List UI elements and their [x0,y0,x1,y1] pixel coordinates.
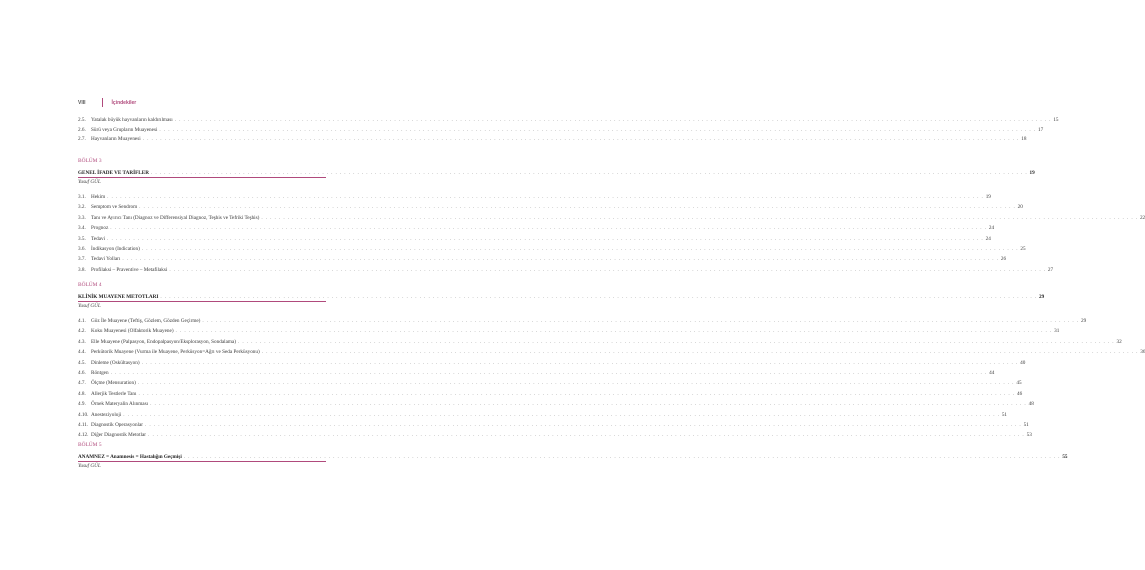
toc-entry[interactable] [78,379,1022,387]
toc-entry-page: 22 [1139,214,1145,221]
toc-entry[interactable] [78,421,1029,428]
dot-leader: . . . . . . . . . . . . . . . . . . . . . . . . . . . . . . . . . . . . . . . . . . . . . . . . . . . . . . . . . . . . . . . . . . . . . . . . . . . . . . . . . . . . . . . . . . . . . . . . . . . . . . . . . . . . . . . . . . . . . . . . . . . . . . . . . . . . . . . . . . . . . . . . . . . . . . . . . . . . . . . . . . . . . . . . . . . . . . . . . . . . . . . . . . . . . . . . . . . . . . . . [110,370,988,376]
toc-entry-number: 2.5. [78,117,86,123]
chapter-rule [78,301,326,302]
toc-entry-page: 40 [1020,359,1026,366]
toc-entry[interactable] [78,116,1059,123]
toc-entry-number: 4.6. [78,370,86,376]
dot-leader: . . . . . . . . . . . . . . . . . . . . . . . . . . . . . . . . . . . . . . . . . . . . . . . . . . . . . . . . . . . . . . . . . . . . . . . . . . . . . . . . . . . . . . . . . . . . . . . . . . . . . . . . . . . . . . . . . . . . . . . . . . . . . . . . . . . . . . . . . . . . . . . . . . . . . . . . . . . . . . . . . . . . . . . . . . . . . . . . . . . . . . . . . . . . . . . . . . . . . . . . [150,170,1028,176]
toc-entry-number: 4.7. [78,380,86,387]
toc-entry-text: Sürü veya Grupların Muayenesi [91,126,158,133]
chapter-title: ANAMNEZ = Anamnesis = Hastalığın Geçmişi [78,454,182,460]
toc-entry-page: 32 [1116,338,1122,345]
toc-entry-number: 3.4. [78,225,86,232]
toc-entry-text: Perkütorik Muayene (Vurma ile Muayene, Perküsyon=Ağrı ve Seda Perküsyonu) [91,349,260,356]
toc-entry-text: Allerjik Testlerle Tanı [91,390,137,397]
chapter-title-page: 55 [1062,454,1068,460]
toc-entry[interactable] [78,235,991,242]
toc-entry-page: 24 [988,225,995,232]
toc-entry-number: 3.2. [78,204,86,211]
toc-entry-text: Röntgen [91,370,109,376]
toc-entry-page: 29 [1080,318,1087,324]
toc-entry-number: 4.2. [78,328,86,335]
toc-entry-text: Koku Muayenesi (Olfaktorik Muayene) [91,328,174,335]
dot-leader: . . . . . . . . . . . . . . . . . . . . . . . . . . . . . . . . . . . . . . . . . . . . . . . . . . . . . . . . . . . . . . . . . . . . . . . . . . . . . . . . . . . . . . . . . . . . . . . . . . . . . . . . . . . . . . . . . . . . . . . . . . . . . . . . . . . . . . . . . . . . . . . . . . . . . . . . . . . . . . . . . . . . . . . . . . . . . . . . . . . . . . . . . . . . . . . . . . . . . . . . [139,204,1016,211]
toc-entry[interactable] [78,245,1026,252]
toc-entry-text: Diğer Diagnostik Metotlar [91,432,147,439]
toc-entry-page: 53 [1026,432,1032,439]
toc-entry-number: 2.6. [78,126,86,133]
dot-leader: . . . . . . . . . . . . . . . . . . . . . . . . . . . . . . . . . . . . . . . . . . . . . . . . . . . . . . . . . . . . . . . . . . . . . . . . . . . . . . . . . . . . . . . . . . . . . . . . . . . . . . . . . . . . . . . . . . . . . . . . . . . . . . . . . . . . . . . . . . . . . . . . . . . . . . . . . . . . . . . . . . . . . . . . . . . . . . . . . . . . . . . . . . . . . . . . . . . . . . . . [123,411,1000,418]
toc-entry-text: Göz İle Muayene (Teftiş, Gözlem, Gözden Geçirme) [91,318,201,324]
toc-entry-number: 4.5. [78,359,86,366]
dot-leader: . . . . . . . . . . . . . . . . . . . . . . . . . . . . . . . . . . . . . . . . . . . . . . . . . . . . . . . . . . . . . . . . . . . . . . . . . . . . . . . . . . . . . . . . . . . . . . . . . . . . . . . . . . . . . . . . . . . . . . . . . . . . . . . . . . . . . . . . . . . . . . . . . . . . . . . . . . . . . . . . . . . . . . . . . . . . . . . . . . . . . . . . . . . . . . . . . . . . . . . . [107,194,984,200]
toc-entry-page: 20 [1017,204,1023,211]
dot-leader: . . . . . . . . . . . . . . . . . . . . . . . . . . . . . . . . . . . . . . . . . . . . . . . . . . . . . . . . . . . . . . . . . . . . . . . . . . . . . . . . . . . . . . . . . . . . . . . . . . . . . . . . . . . . . . . . . . . . . . . . . . . . . . . . . . . . . . . . . . . . . . . . . . . . . . . . . . . . . . . . . . . . . . . . . . . . . . . . . . . . . . . . . . . . . . . . . . . . . . . . [175,328,1053,335]
toc-entry[interactable] [78,224,995,232]
toc-entry-number: 4.3. [78,338,86,345]
toc-entry-text: Elle Muayene (Palpasyon, Endopalpasyon/Eksplorasyon, Sondalama) [91,338,236,345]
dot-leader: . . . . . . . . . . . . . . . . . . . . . . . . . . . . . . . . . . . . . . . . . . . . . . . . . . . . . . . . . . . . . . . . . . . . . . . . . . . . . . . . . . . . . . . . . . . . . . . . . . . . . . . . . . . . . . . . . . . . . . . . . . . . . . . . . . . . . . . . . . . . . . . . . . . . . . . . . . . . . . . . . . . . . . . . . . . . . . . . . . . . . . . . . . . . . . . . . . . . . . . . [148,432,1025,439]
toc-entry-page: 48 [1028,401,1034,408]
toc-entry-page: 27 [1047,266,1054,273]
toc-entry[interactable] [78,359,1026,366]
chapter-title-entry[interactable] [78,453,1068,460]
toc-entry[interactable] [78,327,1060,335]
dot-leader: . . . . . . . . . . . . . . . . . . . . . . . . . . . . . . . . . . . . . . . . . . . . . . . . . . . . . . . . . . . . . . . . . . . . . . . . . . . . . . . . . . . . . . . . . . . . . . . . . . . . . . . . . . . . . . . . . . . . . . . . . . . . . . . . . . . . . . . . . . . . . . . . . . . . . . . . . . . . . . . . . . . . . . . . . . . . . . . . . . . . . . . . . . . . . . . . . . . . . . . . [159,126,1036,133]
toc-entry-page: 36 [1140,349,1145,356]
dot-leader: . . . . . . . . . . . . . . . . . . . . . . . . . . . . . . . . . . . . . . . . . . . . . . . . . . . . . . . . . . . . . . . . . . . . . . . . . . . . . . . . . . . . . . . . . . . . . . . . . . . . . . . . . . . . . . . . . . . . . . . . . . . . . . . . . . . . . . . . . . . . . . . . . . . . . . . . . . . . . . . . . . . . . . . . . . . . . . . . . . . . . . . . . . . . . . . . . . . . . . . . [169,266,1046,273]
toc-entry-page: 46 [1017,390,1023,397]
toc-entry[interactable] [78,193,991,200]
toc-entry-text: Hekim [91,194,106,200]
toc-entry-number: 3.7. [78,256,86,263]
toc-entry[interactable] [78,266,1054,273]
toc-entry-text: Anesteziyoloji [91,411,122,418]
toc-entry[interactable] [78,135,1027,142]
toc-entry-number: 4.1. [78,318,86,324]
toc-entry-number: 3.6. [78,246,86,252]
toc-entry[interactable] [78,338,1122,345]
header-divider [102,98,103,107]
toc-entry-page: 44 [989,370,995,376]
toc-entry[interactable] [78,390,1023,397]
toc-entry-text: Yatalak büyük hayvanların kaldırılması [91,117,173,123]
toc-entry-page: 31 [1054,328,1060,335]
toc-entry[interactable] [78,203,1023,211]
toc-entry-page: 51 [1023,422,1029,428]
dot-leader: . . . . . . . . . . . . . . . . . . . . . . . . . . . . . . . . . . . . . . . . . . . . . . . . . . . . . . . . . . . . . . . . . . . . . . . . . . . . . . . . . . . . . . . . . . . . . . . . . . . . . . . . . . . . . . . . . . . . . . . . . . . . . . . . . . . . . . . . . . . . . . . . . . . . . . . . . . . . . . . . . . . . . . . . . . . . . . . . . . . . . . . . . . . . . . . . . . . . . . . . [142,136,1020,142]
chapter-label: BÖLÜM 3 [78,158,102,164]
toc-entry-text: Semptom ve Sendrom [91,204,138,211]
chapter-title-page: 29 [1038,294,1045,300]
toc-entry-number: 4.4. [78,349,86,356]
toc-entry-page: 19 [985,194,991,200]
running-header [78,98,136,107]
chapter-author: Yusuf GÜL [78,303,101,309]
dot-leader: . . . . . . . . . . . . . . . . . . . . . . . . . . . . . . . . . . . . . . . . . . . . . . . . . . . . . . . . . . . . . . . . . . . . . . . . . . . . . . . . . . . . . . . . . . . . . . . . . . . . . . . . . . . . . . . . . . . . . . . . . . . . . . . . . . . . . . . . . . . . . . . . . . . . . . . . . . . . . . . . . . . . . . . . . . . . . . . . . . . . . . . . . . . . . . . . . . . . . . . . [141,246,1019,252]
toc-entry-text: Prognoz [91,225,109,232]
chapter-title-entry[interactable] [78,169,1035,176]
dot-leader: . . . . . . . . . . . . . . . . . . . . . . . . . . . . . . . . . . . . . . . . . . . . . . . . . . . . . . . . . . . . . . . . . . . . . . . . . . . . . . . . . . . . . . . . . . . . . . . . . . . . . . . . . . . . . . . . . . . . . . . . . . . . . . . . . . . . . . . . . . . . . . . . . . . . . . . . . . . . . . . . . . . . . . . . . . . . . . . . . . . . . . . . . . . . . . . . . . . . . . . . [237,338,1115,345]
dot-leader: . . . . . . . . . . . . . . . . . . . . . . . . . . . . . . . . . . . . . . . . . . . . . . . . . . . . . . . . . . . . . . . . . . . . . . . . . . . . . . . . . . . . . . . . . . . . . . . . . . . . . . . . . . . . . . . . . . . . . . . . . . . . . . . . . . . . . . . . . . . . . . . . . . . . . . . . . . . . . . . . . . . . . . . . . . . . . . . . . . . . . . . . . . . . . . . . . . . . . . . . [145,422,1022,428]
toc-entry-page: 24 [985,235,991,242]
toc-entry-number: 3.5. [78,235,86,242]
toc-entry[interactable] [78,255,1007,263]
toc-entry-number: 4.12. [78,432,89,439]
chapter-title: KLİNİK MUAYENE METOTLARI [78,294,159,300]
toc-entry-page: 15 [1053,117,1059,123]
toc-entry-number: 4.8. [78,390,86,397]
toc-entry-number: 4.11. [78,422,89,428]
toc-entry-text: İndikasyon (Indication) [91,246,140,252]
toc-entry[interactable] [78,369,995,376]
toc-entry[interactable] [78,348,1145,356]
toc-entry[interactable] [78,411,1008,418]
dot-leader: . . . . . . . . . . . . . . . . . . . . . . . . . . . . . . . . . . . . . . . . . . . . . . . . . . . . . . . . . . . . . . . . . . . . . . . . . . . . . . . . . . . . . . . . . . . . . . . . . . . . . . . . . . . . . . . . . . . . . . . . . . . . . . . . . . . . . . . . . . . . . . . . . . . . . . . . . . . . . . . . . . . . . . . . . . . . . . . . . . . . . . . . . . . . . . . . . . . . . . . . [107,235,984,242]
dot-leader: . . . . . . . . . . . . . . . . . . . . . . . . . . . . . . . . . . . . . . . . . . . . . . . . . . . . . . . . . . . . . . . . . . . . . . . . . . . . . . . . . . . . . . . . . . . . . . . . . . . . . . . . . . . . . . . . . . . . . . . . . . . . . . . . . . . . . . . . . . . . . . . . . . . . . . . . . . . . . . . . . . . . . . . . . . . . . . . . . . . . . . . . . . . . . . . . . . . . . . . . [110,225,987,232]
toc-entry-number: 2.7. [78,136,86,142]
toc-entry-text: Tedavi Yolları [91,256,121,263]
toc-entry-page: 51 [1001,411,1008,418]
chapter-rule [78,177,326,178]
toc-entry-text: Hayvanların Muayenesi [91,136,141,142]
toc-entry-text: Profilaksi – Praventive – Metafilaksi [91,266,168,273]
dot-leader: . . . . . . . . . . . . . . . . . . . . . . . . . . . . . . . . . . . . . . . . . . . . . . . . . . . . . . . . . . . . . . . . . . . . . . . . . . . . . . . . . . . . . . . . . . . . . . . . . . . . . . . . . . . . . . . . . . . . . . . . . . . . . . . . . . . . . . . . . . . . . . . . . . . . . . . . . . . . . . . . . . . . . . . . . . . . . . . . . . . . . . . . . . . . . . . . . . . . . . . . [261,349,1139,356]
dot-leader: . . . . . . . . . . . . . . . . . . . . . . . . . . . . . . . . . . . . . . . . . . . . . . . . . . . . . . . . . . . . . . . . . . . . . . . . . . . . . . . . . . . . . . . . . . . . . . . . . . . . . . . . . . . . . . . . . . . . . . . . . . . . . . . . . . . . . . . . . . . . . . . . . . . . . . . . . . . . . . . . . . . . . . . . . . . . . . . . . . . . . . . . . . . . . . . . . . . . . . . . [183,454,1061,460]
dot-leader: . . . . . . . . . . . . . . . . . . . . . . . . . . . . . . . . . . . . . . . . . . . . . . . . . . . . . . . . . . . . . . . . . . . . . . . . . . . . . . . . . . . . . . . . . . . . . . . . . . . . . . . . . . . . . . . . . . . . . . . . . . . . . . . . . . . . . . . . . . . . . . . . . . . . . . . . . . . . . . . . . . . . . . . . . . . . . . . . . . . . . . . . . . . . . . . . . . . . . . . . [122,256,999,263]
toc-entry-page: 25 [1020,246,1026,252]
toc-entry-page: 17 [1037,126,1044,133]
toc-entry-text: Ölçme (Mensuration) [91,380,136,387]
chapter-author: Yusuf GÜL [78,179,101,185]
toc-entry[interactable] [78,317,1087,324]
toc-entry-number: 3.1. [78,194,86,200]
page-number: VIII [78,99,86,106]
toc-entry-number: 3.8. [78,266,86,273]
toc-entry[interactable] [78,214,1145,221]
toc-entry-text: Örnek Materyalin Alınması [91,401,149,408]
dot-leader: . . . . . . . . . . . . . . . . . . . . . . . . . . . . . . . . . . . . . . . . . . . . . . . . . . . . . . . . . . . . . . . . . . . . . . . . . . . . . . . . . . . . . . . . . . . . . . . . . . . . . . . . . . . . . . . . . . . . . . . . . . . . . . . . . . . . . . . . . . . . . . . . . . . . . . . . . . . . . . . . . . . . . . . . . . . . . . . . . . . . . . . . . . . . . . . . . . . . . . . . [137,380,1015,387]
toc-entry-text: Diagnostik Operasyonlar [91,422,144,428]
dot-leader: . . . . . . . . . . . . . . . . . . . . . . . . . . . . . . . . . . . . . . . . . . . . . . . . . . . . . . . . . . . . . . . . . . . . . . . . . . . . . . . . . . . . . . . . . . . . . . . . . . . . . . . . . . . . . . . . . . . . . . . . . . . . . . . . . . . . . . . . . . . . . . . . . . . . . . . . . . . . . . . . . . . . . . . . . . . . . . . . . . . . . . . . . . . . . . . . . . . . . . . . [138,390,1016,397]
dot-leader: . . . . . . . . . . . . . . . . . . . . . . . . . . . . . . . . . . . . . . . . . . . . . . . . . . . . . . . . . . . . . . . . . . . . . . . . . . . . . . . . . . . . . . . . . . . . . . . . . . . . . . . . . . . . . . . . . . . . . . . . . . . . . . . . . . . . . . . . . . . . . . . . . . . . . . . . . . . . . . . . . . . . . . . . . . . . . . . . . . . . . . . . . . . . . . . . . . . . . . . . [202,318,1079,324]
toc-entry[interactable] [78,126,1044,133]
toc-entry[interactable] [78,431,1032,439]
toc-entry[interactable] [78,400,1034,408]
chapter-title-entry[interactable] [78,293,1045,300]
toc-entry-number: 3.3. [78,214,86,221]
dot-leader: . . . . . . . . . . . . . . . . . . . . . . . . . . . . . . . . . . . . . . . . . . . . . . . . . . . . . . . . . . . . . . . . . . . . . . . . . . . . . . . . . . . . . . . . . . . . . . . . . . . . . . . . . . . . . . . . . . . . . . . . . . . . . . . . . . . . . . . . . . . . . . . . . . . . . . . . . . . . . . . . . . . . . . . . . . . . . . . . . . . . . . . . . . . . . . . . . . . . . . . . [261,214,1138,221]
toc-entry-page: 18 [1021,136,1027,142]
chapter-label: BÖLÜM 4 [78,282,102,288]
toc-entry-number: 4.9. [78,401,86,408]
dot-leader: . . . . . . . . . . . . . . . . . . . . . . . . . . . . . . . . . . . . . . . . . . . . . . . . . . . . . . . . . . . . . . . . . . . . . . . . . . . . . . . . . . . . . . . . . . . . . . . . . . . . . . . . . . . . . . . . . . . . . . . . . . . . . . . . . . . . . . . . . . . . . . . . . . . . . . . . . . . . . . . . . . . . . . . . . . . . . . . . . . . . . . . . . . . . . . . . . . . . . . . . [160,294,1037,300]
toc-entry-text: Dinleme (Oskültasyon) [91,359,140,366]
chapter-rule [78,461,326,462]
dot-leader: . . . . . . . . . . . . . . . . . . . . . . . . . . . . . . . . . . . . . . . . . . . . . . . . . . . . . . . . . . . . . . . . . . . . . . . . . . . . . . . . . . . . . . . . . . . . . . . . . . . . . . . . . . . . . . . . . . . . . . . . . . . . . . . . . . . . . . . . . . . . . . . . . . . . . . . . . . . . . . . . . . . . . . . . . . . . . . . . . . . . . . . . . . . . . . . . . . . . . . . . [141,359,1019,366]
toc-entry-page: 26 [1000,256,1007,263]
chapter-author: Yusuf GÜL [78,463,101,469]
toc-entry-number: 4.10. [78,411,89,418]
chapter-title-page: 19 [1029,170,1035,176]
header-title: İçindekiler [111,99,137,106]
chapter-title: GENEL İFADE VE TARİFLER [78,170,149,176]
chapter-label: BÖLÜM 5 [78,442,102,448]
toc-entry-text: Tanı ve Ayırıcı Tanı (Diagnoz ve Differensiyal Diagnoz, Teşhis ve Tefriki Teşhis) [91,214,260,221]
dot-leader: . . . . . . . . . . . . . . . . . . . . . . . . . . . . . . . . . . . . . . . . . . . . . . . . . . . . . . . . . . . . . . . . . . . . . . . . . . . . . . . . . . . . . . . . . . . . . . . . . . . . . . . . . . . . . . . . . . . . . . . . . . . . . . . . . . . . . . . . . . . . . . . . . . . . . . . . . . . . . . . . . . . . . . . . . . . . . . . . . . . . . . . . . . . . . . . . . . . . . . . . [150,401,1027,408]
toc-entry-page: 45 [1016,380,1022,387]
dot-leader: . . . . . . . . . . . . . . . . . . . . . . . . . . . . . . . . . . . . . . . . . . . . . . . . . . . . . . . . . . . . . . . . . . . . . . . . . . . . . . . . . . . . . . . . . . . . . . . . . . . . . . . . . . . . . . . . . . . . . . . . . . . . . . . . . . . . . . . . . . . . . . . . . . . . . . . . . . . . . . . . . . . . . . . . . . . . . . . . . . . . . . . . . . . . . . . . . . . . . . . . [174,117,1052,123]
toc-entry-text: Tedavi [91,235,106,242]
